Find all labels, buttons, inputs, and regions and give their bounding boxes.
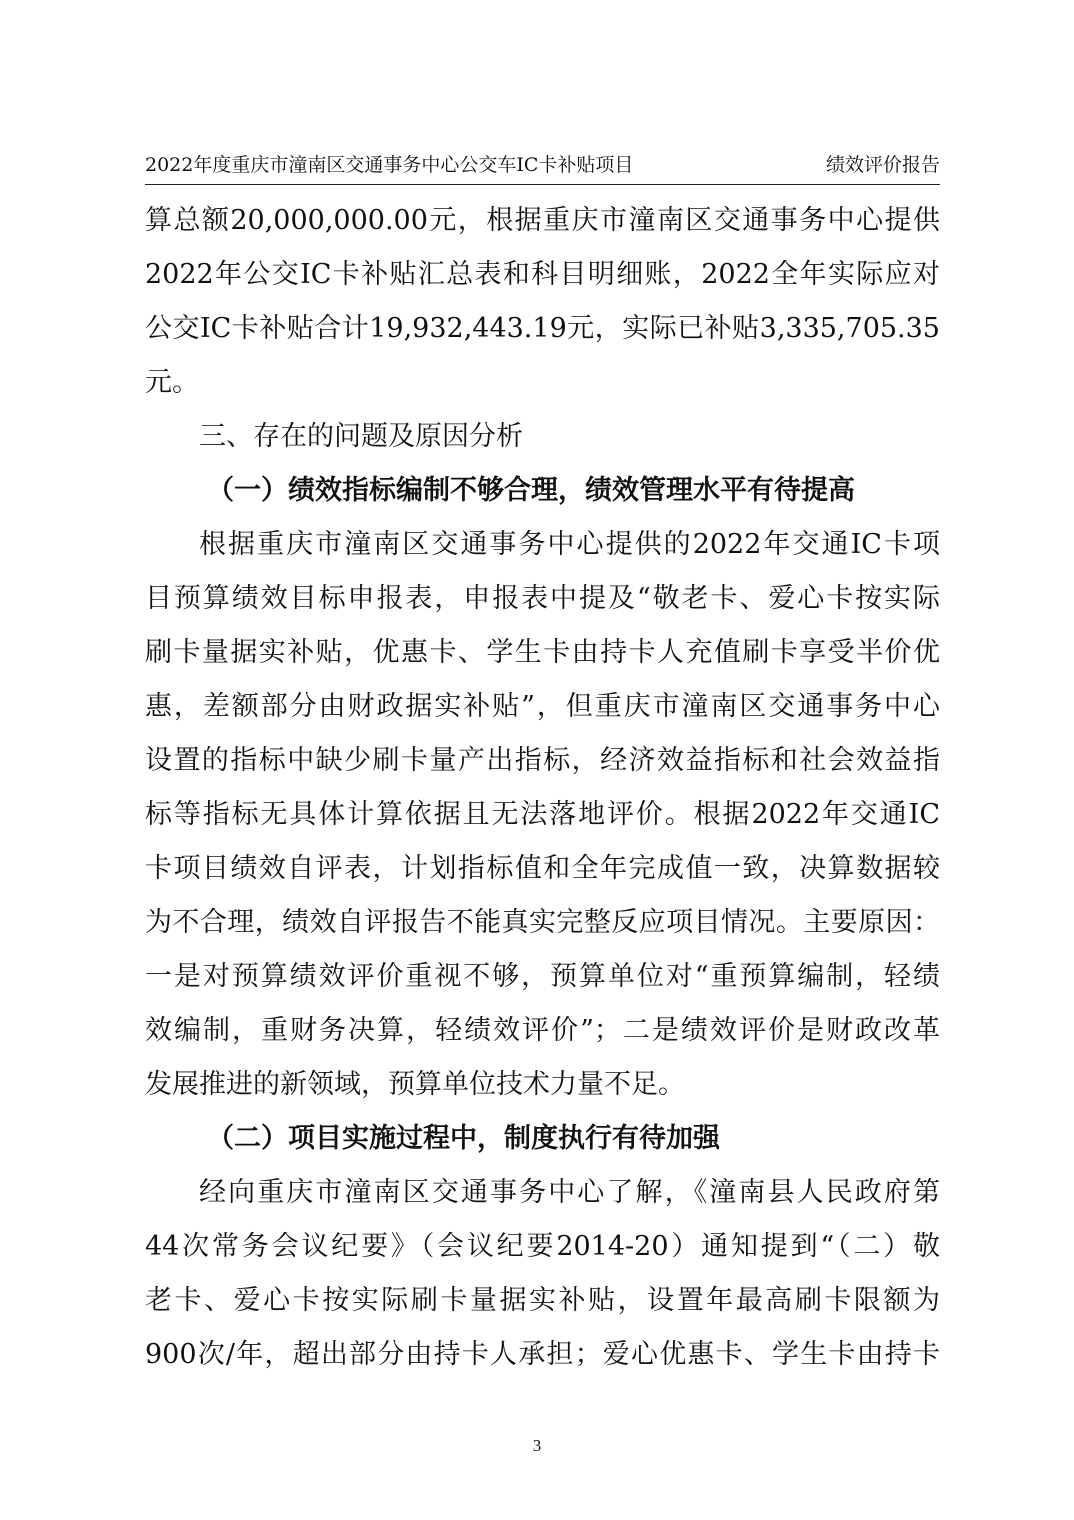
paragraph-line: 卡项目绩效自评表，计划指标值和全年完成值一致，决算数据较	[145, 853, 940, 884]
header-project-title: 2022年度重庆市潼南区交通事务中心公交车IC卡补贴项目	[145, 154, 634, 176]
paragraph-line: 900次/年，超出部分由持卡人承担；爱心优惠卡、学生卡由持卡	[145, 1339, 940, 1370]
paragraph-line: 根据重庆市潼南区交通事务中心提供的2022年交通IC卡项	[199, 529, 940, 560]
paragraph-line: 设置的指标中缺少刷卡量产出指标，经济效益指标和社会效益指	[145, 745, 940, 776]
paragraph-line: 一是对预算绩效评价重视不够，预算单位对“重预算编制，轻绩	[145, 961, 940, 992]
page-number: 3	[532, 1436, 542, 1455]
paragraph-line: 老卡、爱心卡按实际刷卡量据实补贴，设置年最高刷卡限额为	[145, 1285, 940, 1316]
paragraph-line: 算总额20,000,000.00元，根据重庆市潼南区交通事务中心提供	[145, 205, 940, 236]
paragraph-line: 公交IC卡补贴合计19,932,443.19元，实际已补贴3,335,705.35	[145, 313, 940, 344]
paragraph-line: 惠，差额部分由财政据实补贴”，但重庆市潼南区交通事务中心	[145, 691, 940, 722]
header-report-type: 绩效评价报告	[825, 154, 940, 176]
section-heading: 三、存在的问题及原因分析	[199, 421, 523, 452]
paragraph-line: 44次常务会议纪要》（会议纪要2014-20）通知提到“（二）敬	[145, 1231, 940, 1262]
paragraph-line: 效编制，重财务决算，轻绩效评价”；二是绩效评价是财政改革	[145, 1015, 940, 1046]
paragraph-line: 标等指标无具体计算依据且无法落地评价。根据2022年交通IC	[145, 799, 940, 830]
subsection-heading: （二）项目实施过程中，制度执行有待加强	[207, 1123, 720, 1154]
running-header	[145, 150, 940, 185]
paragraph-line: 刷卡量据实补贴，优惠卡、学生卡由持卡人充值刷卡享受半价优	[145, 637, 940, 668]
paragraph-line: 经向重庆市潼南区交通事务中心了解，《潼南县人民政府第	[199, 1177, 940, 1208]
paragraph-line: 发展推进的新领域，预算单位技术力量不足。	[145, 1069, 685, 1100]
report-body	[145, 194, 940, 1382]
paragraph-line: 2022年公交IC卡补贴汇总表和科目明细账，2022全年实际应对	[145, 259, 940, 290]
paragraph-line: 为不合理，绩效自评报告不能真实完整反应项目情况。主要原因：	[145, 907, 940, 938]
paragraph-line: 元。	[145, 367, 199, 398]
subsection-heading: （一）绩效指标编制不够合理，绩效管理水平有待提高	[207, 475, 855, 506]
paragraph-line: 目预算绩效目标申报表，申报表中提及“敬老卡、爱心卡按实际	[145, 583, 940, 614]
